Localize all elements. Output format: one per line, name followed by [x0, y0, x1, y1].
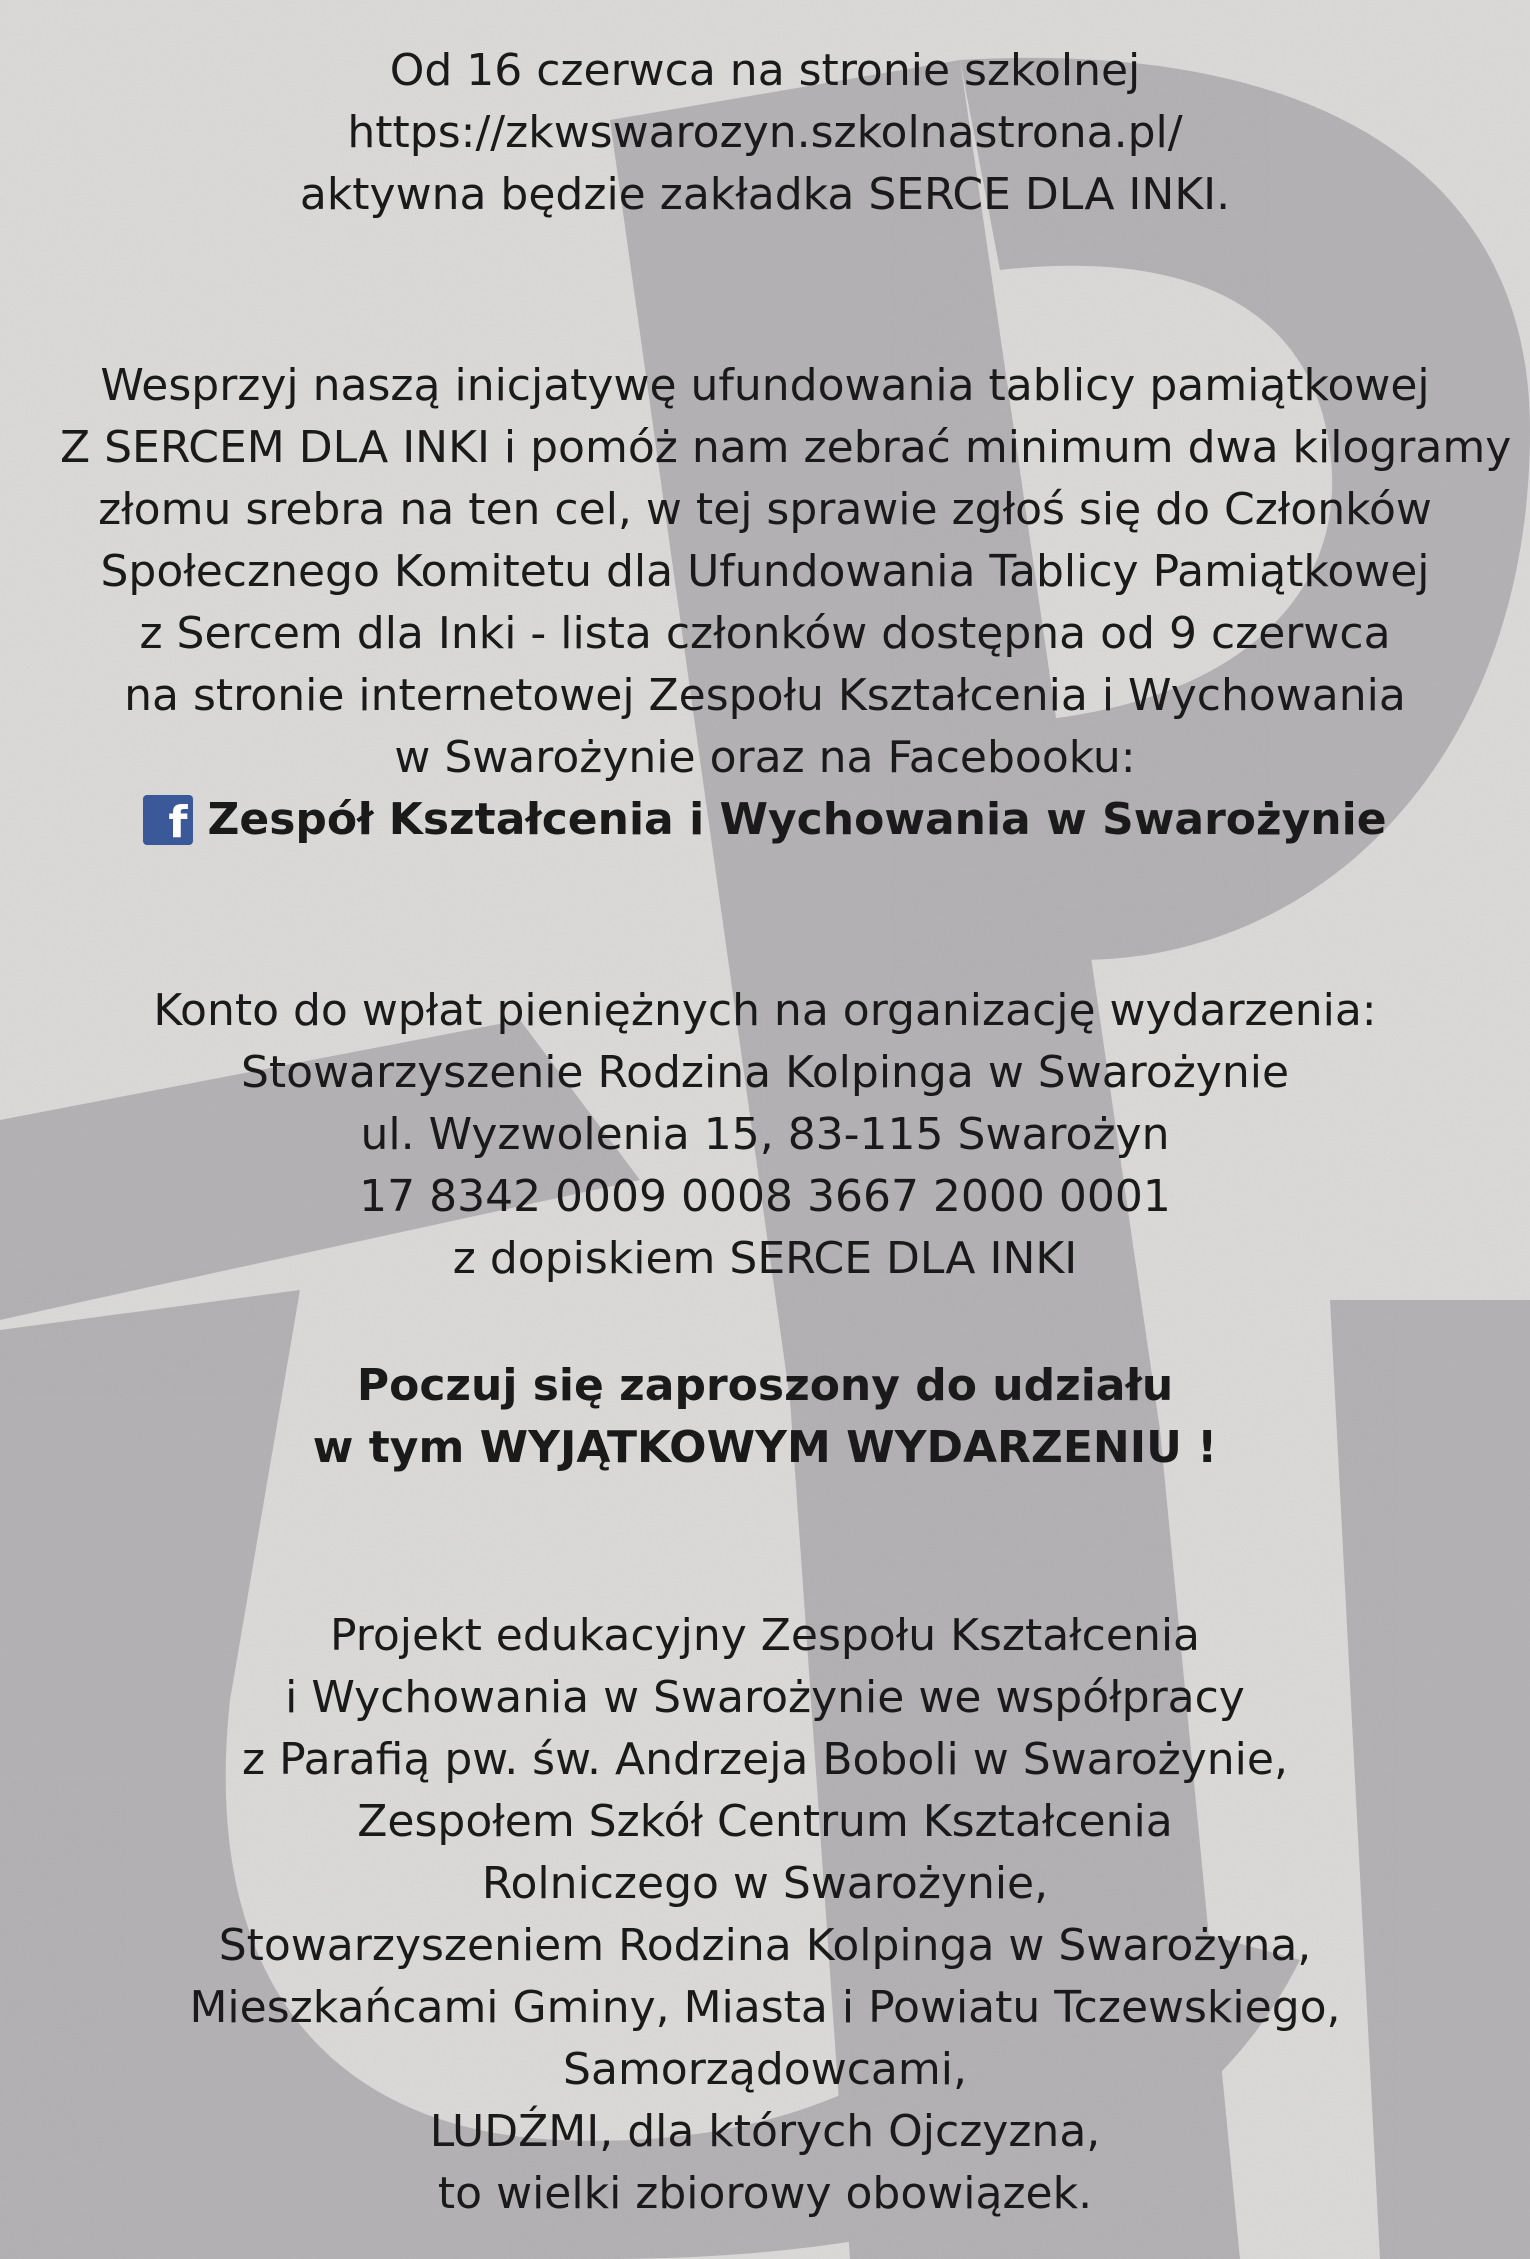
project-line: Stowarzyszeniem Rodzina Kolpinga w Swarożyna, — [218, 1920, 1312, 1971]
account-section — [60, 980, 1470, 1290]
facebook-line — [60, 789, 1470, 851]
project-line: Zespołem Szkół Centrum Kształcenia — [357, 1796, 1173, 1847]
project-line: to wielki zbiorowy obowiązek. — [437, 2168, 1093, 2219]
project-line: i Wychowania w Swarożynie we współpracy — [285, 1672, 1245, 1723]
facebook-page-name: Zespół Kształcenia i Wychowania w Swarożynie — [207, 794, 1387, 845]
intro-section — [60, 40, 1470, 226]
support-line: Społecznego Komitetu dla Ufundowania Tablicy Pamiątkowej — [100, 546, 1430, 597]
project-line: Samorządowcami, — [563, 2044, 967, 2095]
project-line: Rolniczego w Swarożynie, — [481, 1858, 1049, 1909]
school-url: https://zkwswarozyn.szkolnastrona.pl/ — [347, 107, 1183, 158]
intro-line: Od 16 czerwca na stronie szkolnej — [389, 45, 1141, 96]
support-line: złomu srebra na ten cel, w tej sprawie zgłoś się do Członków — [98, 484, 1432, 535]
project-section — [60, 1605, 1470, 2225]
account-number: 17 8342 0009 0008 3667 2000 0001 — [359, 1171, 1171, 1222]
account-line: z dopiskiem SERCE DLA INKI — [452, 1233, 1078, 1284]
support-line: na stronie internetowej Zespołu Kształcenia i Wychowania — [124, 670, 1406, 721]
project-line: Mieszkańcami Gminy, Miasta i Powiatu Tczewskiego, — [189, 1982, 1341, 2033]
facebook-icon: f — [143, 795, 193, 845]
project-line: LUDŹMI, dla których Ojczyzna, — [429, 2106, 1101, 2157]
account-line: Konto do wpłat pieniężnych na organizację wydarzenia: — [153, 985, 1377, 1036]
support-line: w Swarożynie oraz na Facebooku: — [394, 732, 1136, 783]
account-line: Stowarzyszenie Rodzina Kolpinga w Swarożynie — [240, 1047, 1290, 1098]
invitation-line: Poczuj się zaproszony do udziału — [356, 1360, 1174, 1411]
account-line: ul. Wyzwolenia 15, 83-115 Swarożyn — [360, 1109, 1170, 1160]
support-line: z Sercem dla Inki - lista członków dostępna od 9 czerwca — [139, 608, 1391, 659]
support-section — [60, 355, 1512, 851]
project-line: Projekt edukacyjny Zespołu Kształcenia — [329, 1610, 1201, 1661]
support-line: Wesprzyj naszą inicjatywę ufundowania tablicy pamiątkowej — [100, 360, 1430, 411]
support-line: Z SERCEM DLA INKI i pomóż nam zebrać minimum dwa kilogramy — [60, 422, 1512, 473]
invitation-line: w tym WYJĄTKOWYM WYDARZENIU ! — [312, 1422, 1218, 1473]
invitation-section — [60, 1355, 1470, 1479]
intro-line: aktywna będzie zakładka SERCE DLA INKI. — [299, 169, 1231, 220]
project-line: z Parafią pw. św. Andrzeja Boboli w Swarożynie, — [242, 1734, 1288, 1785]
